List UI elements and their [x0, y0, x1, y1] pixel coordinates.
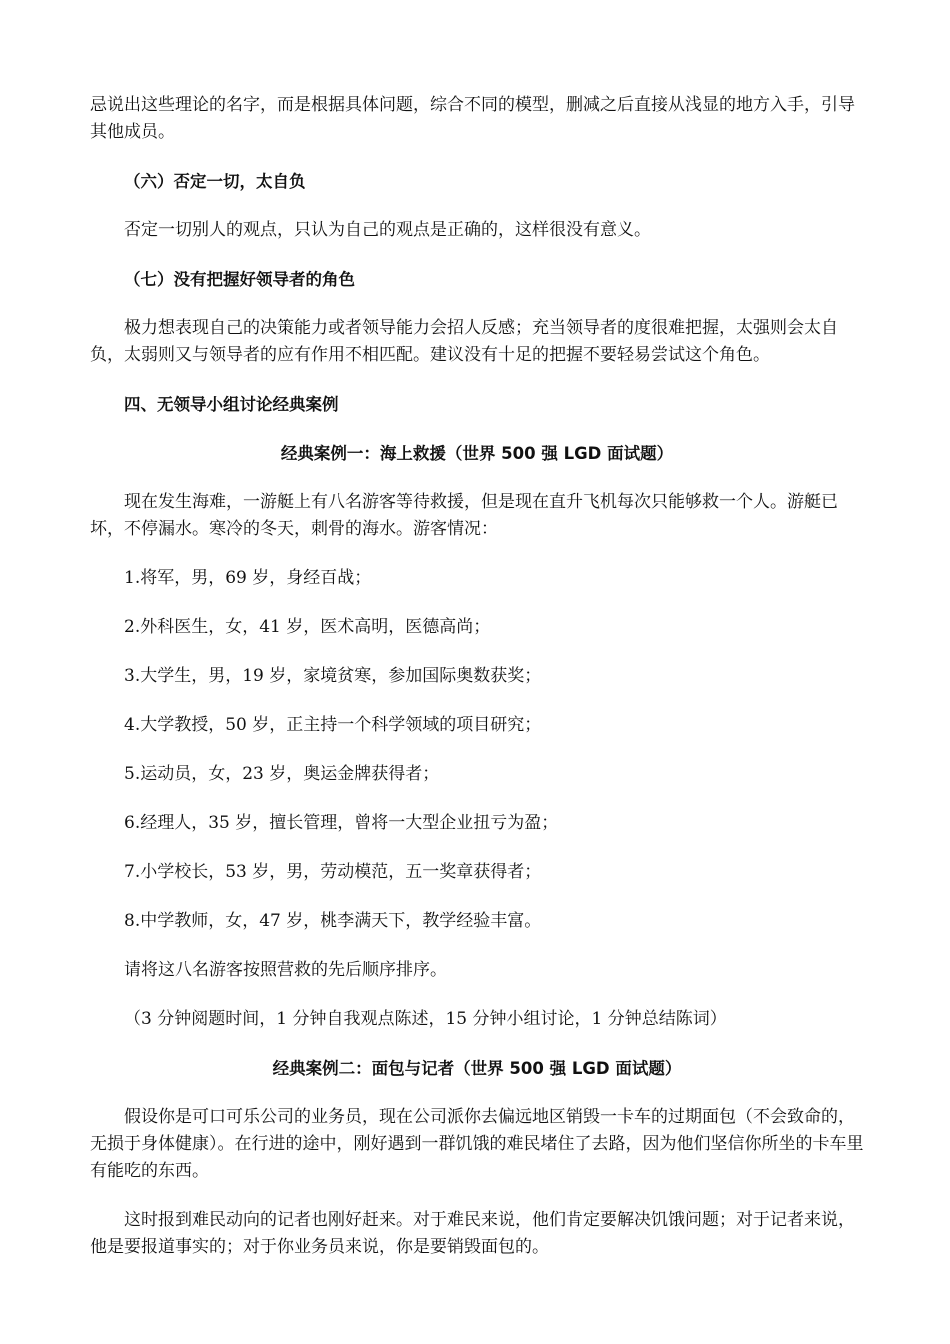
case-one-time-note: （3 分钟阅题时间，1 分钟自我观点陈述，15 分钟小组讨论，1 分钟总结陈词） [124, 1009, 727, 1029]
list-item: 4.大学教授，50 岁，正主持一个科学领域的项目研究； [124, 715, 542, 735]
list-item: 6.经理人，35 岁，擅长管理，曾将一大型企业扭亏为盈； [124, 813, 559, 833]
paragraph-continuation: 忌说出这些理论的名字，而是根据具体问题，综合不同的模型，删减之后直接从浅显的地方入手，引导其他成员。 [90, 95, 855, 142]
subheading-seven: （七）没有把握好领导者的角色 [124, 270, 355, 289]
case-one-title: 经典案例一：海上救援（世界 500 强 LGD 面试题） [280, 444, 674, 463]
section-heading-four: 四、无领导小组讨论经典案例 [124, 395, 339, 414]
list-item: 3.大学生，男，19 岁，家境贫寒，参加国际奥数获奖； [124, 666, 542, 686]
subheading-six: （六）否定一切，太自负 [124, 172, 306, 191]
case-two-title: 经典案例二：面包与记者（世界 500 强 LGD 面试题） [272, 1059, 682, 1078]
case-one-passenger-list [90, 565, 864, 935]
list-item: 5.运动员，女，23 岁，奥运金牌获得者； [124, 764, 440, 784]
paragraph-negate-all: 否定一切别人的观点，只认为自己的观点是正确的，这样很没有意义。 [124, 220, 651, 240]
list-item: 1.将军，男，69 岁，身经百战； [124, 568, 372, 588]
paragraph-leader-role: 极力想表现自己的决策能力或者领导能力会招人反感；充当领导者的度很难把握，太强则会太自负，太弱则又与领导者的应有作用不相匹配。建议没有十足的把握不要轻易尝试这个角色。 [90, 318, 838, 365]
case-one-task: 请将这八名游客按照营救的先后顺序排序。 [124, 960, 447, 980]
list-item: 2.外科医生，女，41 岁，医术高明，医德高尚； [124, 617, 491, 637]
case-two-paragraph-one: 假设你是可口可乐公司的业务员，现在公司派你去偏远地区销毁一卡车的过期面包（不会致命的，无损于身体健康）。在行进的途中，刚好遇到一群饥饿的难民堵住了去路，因为他们坚信你所坐的卡车里有能吃的东西。 [90, 1107, 864, 1181]
list-item: 7.小学校长，53 岁，男，劳动模范，五一奖章获得者； [124, 862, 542, 882]
case-two-paragraph-two: 这时报到难民动向的记者也刚好赶来。对于难民来说，他们肯定要解决饥饿问题；对于记者来说，他是要报道事实的；对于你业务员来说，你是要销毁面包的。 [90, 1210, 855, 1257]
list-item: 8.中学教师，女，47 岁，桃李满天下，教学经验丰富。 [124, 911, 542, 931]
case-one-intro: 现在发生海难，一游艇上有八名游客等待救援，但是现在直升飞机每次只能够救一个人。游艇已坏，不停漏水。寒冷的冬天，刺骨的海水。游客情况： [90, 492, 838, 539]
